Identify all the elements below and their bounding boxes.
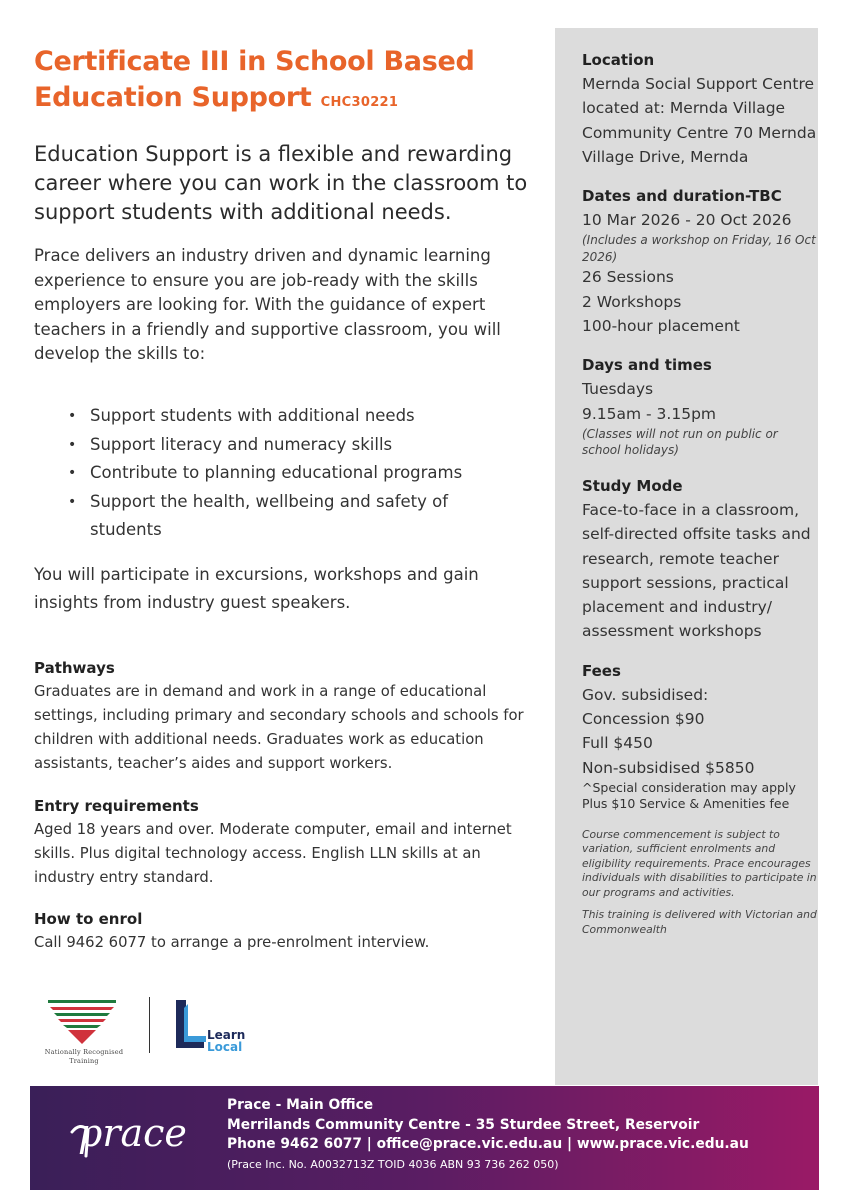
office-details	[227, 1096, 749, 1174]
lead-paragraph: Education Support is a flexible and rewarding career where you can work in the classroom to support students with additional needs.	[34, 142, 528, 224]
bullet-icon: •	[68, 493, 77, 510]
fees-non-subsidised: Non-subsidised $5850	[582, 758, 755, 777]
office-name: Prace - Main Office	[227, 1097, 374, 1113]
footer-banner	[30, 1086, 819, 1190]
nrt-logo	[34, 996, 134, 1070]
enrol-text: Call 9462 6077 to arrange a pre-enrolment interview.	[34, 934, 430, 951]
dates-block	[582, 184, 818, 338]
list-item: • Support literacy and numeracy skills	[64, 431, 514, 460]
days-heading: Days and times	[582, 356, 712, 375]
location-block	[582, 48, 818, 169]
office-contact: Phone 9462 6077 | office@prace.vic.edu.au | www.prace.vic.edu.au	[227, 1136, 749, 1152]
days-time: 9.15am - 3.15pm	[582, 404, 717, 423]
svg-text:prace: prace	[78, 1111, 187, 1155]
list-item: • Contribute to planning educational programs	[64, 459, 514, 488]
entry-text: Aged 18 years and over. Moderate computer, email and internet skills. Plus digital technology access. English LLN skills at an industry entry standard.	[34, 821, 512, 886]
bullet-icon: •	[68, 436, 77, 453]
learn-local-wordmark: Learn Local	[207, 1028, 246, 1054]
excursions-paragraph: You will participate in excursions, workshops and gain insights from industry guest speakers.	[34, 565, 479, 612]
bullet-icon: •	[68, 408, 77, 424]
enrol-section	[34, 907, 539, 955]
fees-service: Plus $10 Service & Amenities fee	[582, 796, 790, 812]
list-item: • Support the health, wellbeing and safety of students	[64, 488, 514, 545]
bullet-icon: •	[68, 465, 77, 481]
fees-full: Full $450	[582, 734, 653, 753]
location-heading: Location	[582, 51, 655, 69]
dates-sessions: 26 Sessions	[582, 268, 674, 287]
pathways-text: Graduates are in demand and work in a range of educational settings, including primary and secondary schools and schools for children with additional needs. Graduates work as education assistants, teacher’s aides and support workers.	[34, 683, 524, 772]
course-details-sidebar	[555, 28, 818, 1085]
fees-gov: Gov. subsidised:	[582, 685, 709, 704]
fees-block	[582, 659, 818, 813]
enrol-heading: How to enrol	[34, 910, 143, 928]
fees-concession: Concession $90	[582, 710, 705, 729]
learn-local-mark-icon	[174, 998, 208, 1054]
course-title-line1: Certificate III in School Based	[34, 46, 475, 77]
pathways-heading: Pathways	[34, 659, 115, 677]
logo-divider	[149, 997, 150, 1053]
study-heading: Study Mode	[582, 476, 683, 495]
office-address: Merrilands Community Centre - 35 Sturdee Street, Reservoir	[227, 1116, 700, 1133]
fees-special: ^Special consideration may apply	[582, 779, 796, 795]
location-text: Mernda Social Support Centre located at: Mernda Village Community Centre 70 Mernda Village Drive, Mernda	[582, 75, 817, 166]
fees-heading: Fees	[582, 661, 621, 680]
dates-range: 10 Mar 2026 - 20 Oct 2026	[582, 211, 792, 230]
study-text: Face-to-face in a classroom, self-directed offsite tasks and research, remote teacher support sessions, practical placement and industry/ assessment workshops	[582, 500, 811, 641]
study-block	[582, 474, 818, 644]
skills-list	[64, 402, 514, 545]
days-block	[582, 353, 818, 459]
days-note: (Classes will not run on public or school holidays)	[582, 426, 778, 458]
prace-logo	[66, 1104, 206, 1164]
dates-workshops: 2 Workshops	[582, 292, 682, 311]
pathways-section	[34, 656, 539, 776]
learn-local-logo	[174, 998, 264, 1058]
intro-paragraph: Prace delivers an industry driven and dynamic learning experience to ensure you are job-ready with the skills employers are looking for. With the guidance of expert teachers in a friendly and supportive classroom, you will develop the skills to:	[34, 246, 501, 363]
office-registration: (Prace Inc. No. A0032713Z TOID 4036 ABN 93 736 262 050)	[227, 1157, 559, 1171]
dates-placement: 100-hour placement	[582, 317, 740, 336]
dates-heading: Dates and duration-TBC	[582, 187, 782, 206]
entry-section	[34, 794, 539, 890]
list-item: • Support students with additional needs	[64, 402, 514, 431]
nrt-caption: Nationally Recognised Training	[44, 1048, 124, 1065]
nrt-triangle-icon	[34, 996, 134, 1048]
course-title-line2: Education Support	[34, 82, 312, 113]
disclaimer-text: Course commencement is subject to variation, sufficient enrolments and eligibility requirements. Prace encourages individuals with disabilities to participate in our programs and activities.	[582, 827, 817, 899]
funding-text: This training is delivered with Victorian and Commonwealth	[582, 908, 817, 936]
days-day: Tuesdays	[582, 380, 654, 399]
course-code: CHC30221	[320, 95, 399, 110]
entry-heading: Entry requirements	[34, 797, 199, 815]
dates-note: (Includes a workshop on Friday, 16 Oct 2026)	[582, 233, 816, 264]
course-title	[34, 44, 534, 121]
